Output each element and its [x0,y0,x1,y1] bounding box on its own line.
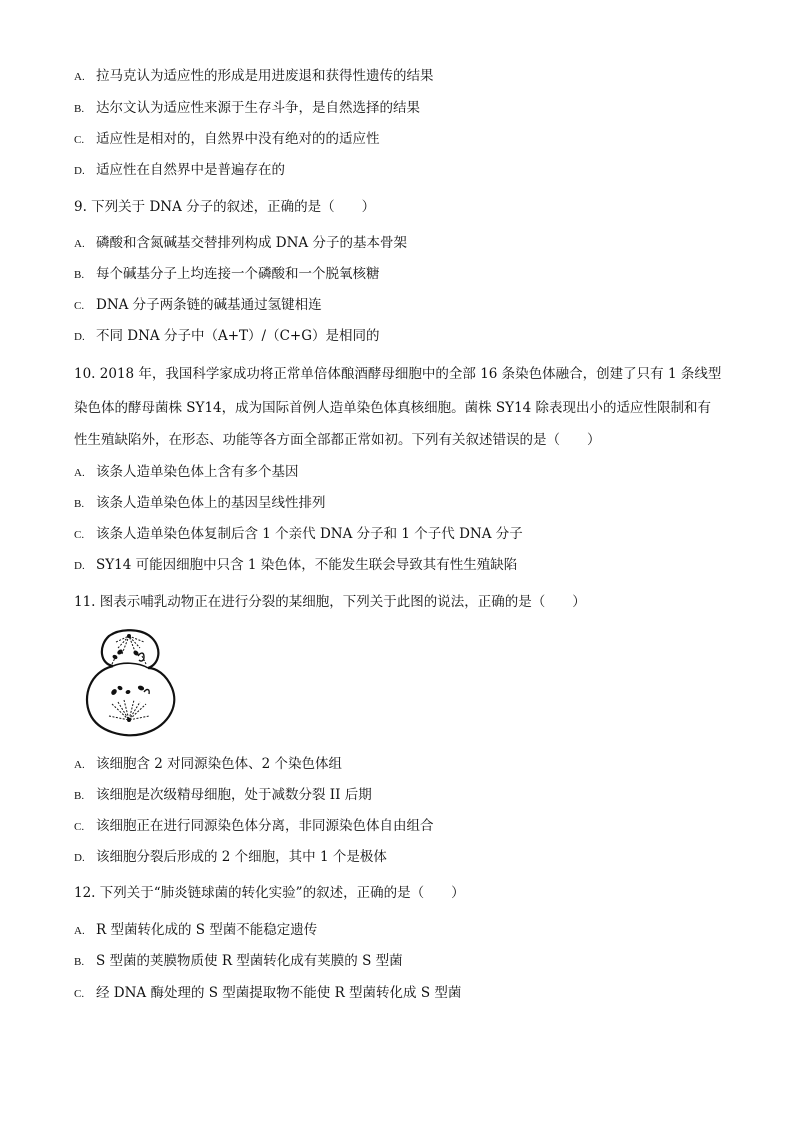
question-10-line-1: 10. 2018 年，我国科学家成功将正常单倍体酿酒酵母细胞中的全部 16 条染色体融合，创建了只有 1 条线型 [74,366,722,382]
option-10-d [74,555,517,576]
option-text: 经 DNA 酶处理的 S 型菌提取物不能使 R 型菌转化成 S 型菌 [96,985,462,1001]
option-11-c [74,816,434,837]
option-label: C. [74,529,85,541]
lower-chromosomes [110,685,145,696]
upper-chromosomes [112,648,140,660]
option-text: 该细胞正在进行同源染色体分离，非同源染色体自由组合 [96,818,434,834]
option-10-b [74,493,326,514]
option-label: B. [74,103,85,115]
option-label: C. [74,134,85,146]
option-label: B. [74,790,85,802]
option-text: 拉马克认为适应性的形成是用进废退和获得性遗传的结果 [96,68,434,84]
option-label: A. [74,925,85,937]
option-text: 该条人造单染色体上含有多个基因 [96,464,299,480]
option-9-b [74,264,380,285]
option-text: 该细胞是次级精母细胞，处于减数分裂 II 后期 [96,787,372,803]
option-label: C. [74,988,85,1000]
option-label: B. [74,956,85,968]
option-label: B. [74,498,85,510]
option-text: DNA 分子两条链的碱基通过氢键相连 [96,297,322,313]
option-text: 每个碱基分子上均连接一个磷酸和一个脱氧核糖 [96,266,380,282]
question-11: 11. 图表示哺乳动物正在进行分裂的某细胞，下列关于此图的说法，正确的是（ ） [74,594,586,610]
option-label: A. [74,71,85,83]
option-12-a [74,920,317,941]
option-11-b [74,785,372,806]
upper-centrosome [127,634,131,638]
option-text: 该细胞分裂后形成的 2 个细胞，其中 1 个是极体 [96,849,387,865]
option-label: A. [74,238,85,250]
option-text: S 型菌的荚膜物质使 R 型菌转化成有荚膜的 S 型菌 [96,953,403,969]
option-text: 不同 DNA 分子中（A+T）/（C+G）是相同的 [96,328,380,344]
option-9-d [74,326,380,347]
question-10-line-3: 性生殖缺陷外，在形态、功能等各方面全部都正常如初。下列有关叙述错误的是（ ） [74,432,601,448]
option-8-d [74,160,285,181]
option-label: D. [74,331,85,343]
lower-cell-outline [87,666,174,735]
option-12-b [74,951,403,972]
option-8-b [74,98,420,119]
option-label: C. [74,821,85,833]
upper-chromatid [138,653,144,661]
option-8-a [74,66,434,87]
option-12-c [74,983,461,1004]
option-label: D. [74,165,85,177]
option-11-d [74,847,387,868]
lower-chromatid [144,690,149,694]
lower-centrosome [127,718,131,722]
option-text: R 型菌转化成的 S 型菌不能稳定遗传 [96,922,318,938]
option-label: D. [74,852,85,864]
option-label: A. [74,759,85,771]
option-label: A. [74,467,85,479]
option-text: 达尔文认为适应性来源于生存斗争，是自然选择的结果 [96,100,420,116]
question-12: 12. 下列关于“肺炎链球菌的转化实验”的叙述，正确的是（ ） [74,885,465,901]
option-text: 该条人造单染色体上的基因呈线性排列 [96,495,326,511]
option-text: 该条人造单染色体复制后含 1 个亲代 DNA 分子和 1 个子代 DNA 分子 [96,526,523,542]
option-9-a [74,233,407,254]
option-9-c [74,295,322,316]
question-9: 9. 下列关于 DNA 分子的叙述，正确的是（ ） [74,199,376,215]
option-text: 适应性是相对的，自然界中没有绝对的的适应性 [96,131,380,147]
upper-spindle [112,636,146,664]
option-8-c [74,129,380,150]
option-11-a [74,754,342,775]
lower-spindle [109,700,149,720]
option-text: 适应性在自然界中是普遍存在的 [96,162,285,178]
option-10-c [74,524,523,545]
option-label: B. [74,269,85,281]
option-10-a [74,462,299,483]
question-10-line-2: 染色体的酵母菌株 SY14，成为国际首例人造单染色体真核细胞。菌株 SY14 除表现出小的适应性限制和有 [74,400,712,416]
option-label: C. [74,300,85,312]
option-label: D. [74,560,85,572]
option-text: 磷酸和含氮碱基交替排列构成 DNA 分子的基本骨架 [96,235,407,251]
option-text: SY14 可能因细胞中只含 1 染色体，不能发生联会导致其有性生殖缺陷 [96,557,518,573]
dividing-cell-figure [76,626,186,738]
option-text: 该细胞含 2 对同源染色体、2 个染色体组 [96,756,343,772]
